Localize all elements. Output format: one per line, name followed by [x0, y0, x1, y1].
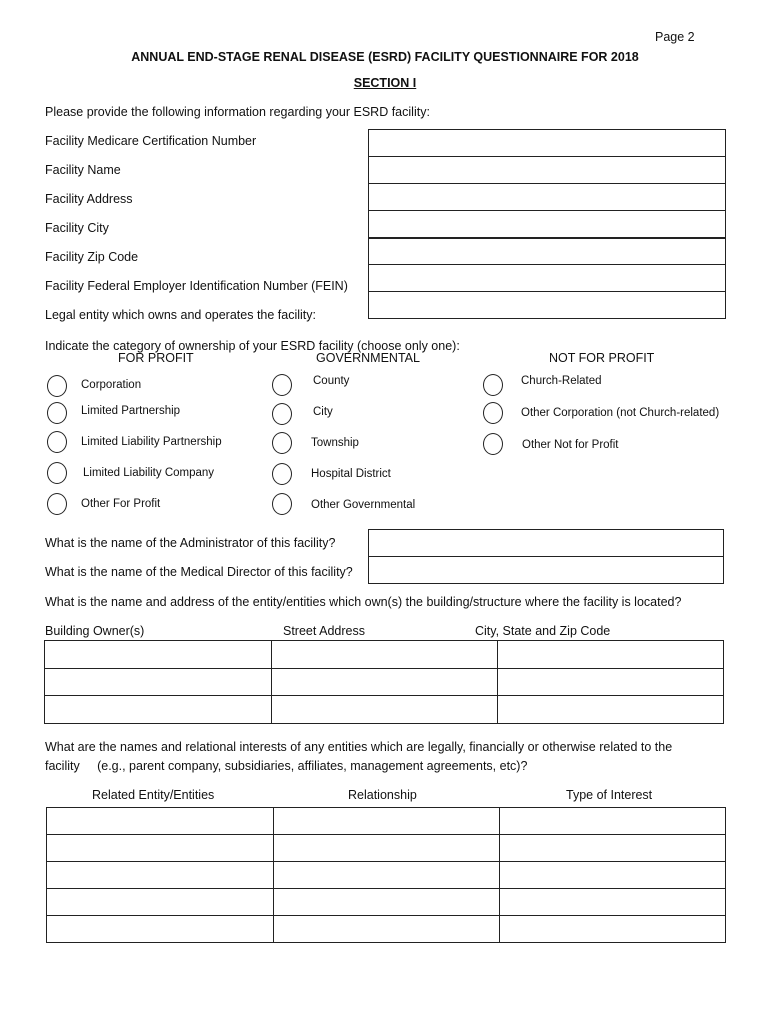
ownership-prompt: Indicate the category of ownership of your ESRD facility (choose only one): [45, 339, 460, 353]
table-row [47, 889, 726, 916]
table-cell-input[interactable] [272, 669, 498, 696]
table-cell-input[interactable] [47, 835, 274, 862]
related-question-line-2: facility (e.g., parent company, subsidiaries, affiliates, management agreements, etc)? [45, 759, 528, 773]
table-cell-input[interactable] [274, 862, 500, 889]
option-label: Church-Related [521, 375, 602, 387]
table-row [45, 696, 724, 724]
table-cell-input[interactable] [274, 808, 500, 835]
facility-address-input[interactable] [368, 183, 726, 211]
medical-director-input[interactable] [368, 556, 724, 584]
facility-zip-input[interactable] [368, 237, 726, 265]
option-label: Corporation [81, 379, 142, 391]
facility-name-input[interactable] [368, 156, 726, 184]
medical-director-label: What is the name of the Medical Director of this facility? [45, 565, 353, 579]
administrator-input[interactable] [368, 529, 724, 557]
page-number: Page 2 [655, 30, 695, 44]
type-of-interest-header: Type of Interest [566, 788, 653, 802]
building-question: What is the name and address of the entity/entities which own(s) the building/structure where the facility is located? [45, 595, 682, 609]
option-label: Limited Partnership [81, 405, 181, 417]
radio-limited-liability-company[interactable] [47, 462, 67, 484]
table-cell-input[interactable] [500, 916, 726, 943]
table-cell-input[interactable] [47, 808, 274, 835]
table-cell-input[interactable] [274, 889, 500, 916]
table-cell-input[interactable] [45, 641, 272, 669]
table-row [47, 808, 726, 835]
table-cell-input[interactable] [45, 669, 272, 696]
not-for-profit-header: NOT FOR PROFIT [549, 351, 655, 365]
field-label-facility-city: Facility City [45, 221, 109, 235]
table-cell-input[interactable] [45, 696, 272, 724]
related-entity-header: Related Entity/Entities [92, 788, 215, 802]
relationship-header: Relationship [348, 788, 417, 802]
table-cell-input[interactable] [47, 889, 274, 916]
radio-other-for-profit[interactable] [47, 493, 67, 515]
radio-township[interactable] [272, 432, 292, 454]
table-cell-input[interactable] [272, 696, 498, 724]
field-label-legal-entity: Legal entity which owns and operates the facility: [45, 308, 316, 322]
medicare-number-input[interactable] [368, 129, 726, 157]
radio-limited-partnership[interactable] [47, 402, 67, 424]
radio-hospital-district[interactable] [272, 463, 292, 485]
radio-county[interactable] [272, 374, 292, 396]
table-cell-input[interactable] [500, 835, 726, 862]
radio-other-corporation[interactable] [483, 402, 503, 424]
related-entity-table [46, 807, 726, 943]
table-row [47, 916, 726, 943]
for-profit-header: FOR PROFIT [118, 351, 194, 365]
radio-limited-liability-partnership[interactable] [47, 431, 67, 453]
intro-text: Please provide the following information regarding your ESRD facility: [45, 105, 430, 119]
table-cell-input[interactable] [498, 669, 724, 696]
option-label: County [313, 375, 350, 387]
table-row [47, 862, 726, 889]
governmental-header: GOVERNMENTAL [316, 351, 420, 365]
option-label: Limited Liability Company [83, 467, 215, 479]
option-label: Other Governmental [311, 499, 416, 511]
field-label-medicare-number: Facility Medicare Certification Number [45, 134, 257, 148]
administrator-label: What is the name of the Administrator of this facility? [45, 536, 336, 550]
option-label: Other For Profit [81, 498, 161, 510]
option-label: Other Not for Profit [522, 439, 619, 451]
table-cell-input[interactable] [498, 696, 724, 724]
option-label: Other Corporation (not Church-related) [521, 407, 720, 419]
field-label-facility-address: Facility Address [45, 192, 133, 206]
building-owner-header: Building Owner(s) [45, 624, 145, 638]
related-question-line-1: What are the names and relational interests of any entities which are legally, financially or otherwise related to the [45, 740, 673, 754]
field-label-facility-name: Facility Name [45, 163, 121, 177]
table-cell-input[interactable] [274, 916, 500, 943]
table-cell-input[interactable] [47, 916, 274, 943]
table-cell-input[interactable] [500, 862, 726, 889]
table-cell-input[interactable] [274, 835, 500, 862]
table-row [45, 641, 724, 669]
legal-entity-input[interactable] [368, 291, 726, 319]
section-heading: SECTION I [353, 76, 417, 90]
table-cell-input[interactable] [500, 889, 726, 916]
option-label: Hospital District [311, 468, 391, 480]
street-address-header: Street Address [283, 624, 365, 638]
option-label: Township [311, 437, 359, 449]
option-label: Limited Liability Partnership [81, 436, 222, 448]
table-cell-input[interactable] [272, 641, 498, 669]
option-label: City [313, 406, 333, 418]
fein-input[interactable] [368, 264, 726, 292]
table-cell-input[interactable] [47, 862, 274, 889]
radio-city[interactable] [272, 403, 292, 425]
table-row [47, 835, 726, 862]
field-label-facility-zip: Facility Zip Code [45, 250, 139, 264]
field-label-fein: Facility Federal Employer Identification Number (FEIN) [45, 279, 348, 293]
page-title: ANNUAL END-STAGE RENAL DISEASE (ESRD) FACILITY QUESTIONNAIRE FOR 2018 [131, 50, 639, 64]
radio-corporation[interactable] [47, 375, 67, 397]
city-state-zip-header: City, State and Zip Code [475, 624, 611, 638]
table-row [45, 669, 724, 696]
table-cell-input[interactable] [500, 808, 726, 835]
radio-other-governmental[interactable] [272, 493, 292, 515]
building-owner-table [44, 640, 724, 724]
table-cell-input[interactable] [498, 641, 724, 669]
radio-other-not-for-profit[interactable] [483, 433, 503, 455]
radio-church-related[interactable] [483, 374, 503, 396]
facility-city-input[interactable] [368, 210, 726, 238]
